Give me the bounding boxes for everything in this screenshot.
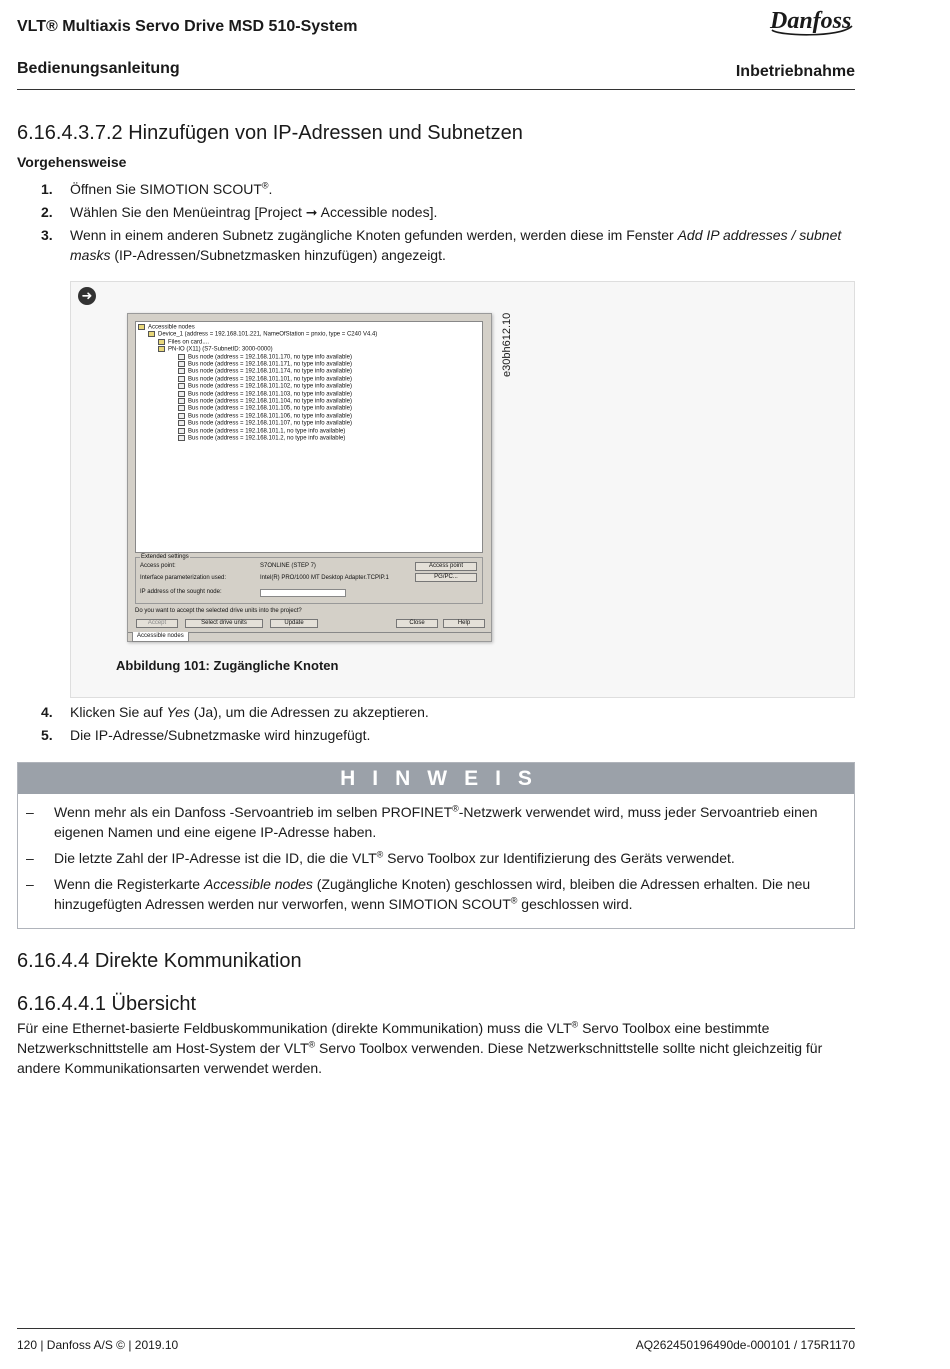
para-text-mid: Servo Toolbox eine bestimmte Netzwerkschnittstelle am Host-System der VLT (17, 1020, 770, 1056)
close-button[interactable]: Close (396, 619, 438, 628)
pg-pc-button[interactable]: PG/PC... (415, 573, 477, 582)
steps-list (17, 179, 855, 268)
subsection-heading-overview: 6.16.4.4.1 Übersicht (17, 993, 196, 1015)
para-text: Für eine Ethernet-basierte Feldbuskommunikation (direkte Kommunikation) muss die VLT (17, 1020, 572, 1036)
tree-node[interactable] (178, 361, 352, 368)
tree-node[interactable] (178, 420, 352, 427)
tree-node-label: Bus node (address = 192.168.101.2, no type info available) (188, 435, 346, 442)
tree-node-label: Files on card.... (168, 339, 210, 346)
tree-node[interactable] (158, 346, 273, 353)
step-number: 3. (41, 227, 53, 243)
list-item (17, 202, 855, 222)
update-button[interactable]: Update (270, 619, 318, 628)
interface-label: Interface parameterization used: (140, 575, 227, 581)
bus-node-icon (178, 368, 185, 374)
tree-node-label: Bus node (address = 192.168.101.1, no type info available) (188, 428, 346, 435)
tree-node[interactable] (178, 354, 352, 361)
tree-node-label: Bus node (address = 192.168.101.107, no type info available) (188, 420, 352, 427)
folder-icon (138, 324, 145, 330)
notice-text: Wenn mehr als ein Danfoss -Servoantrieb im selben PROFINET (54, 804, 453, 820)
step-text-end: (Ja), um die Adressen zu akzeptieren. (189, 704, 429, 720)
node-tree (135, 321, 483, 553)
registered-mark: ® (510, 895, 518, 906)
bus-node-icon (178, 361, 185, 367)
tree-node-label: Bus node (address = 192.168.101.105, no type info available) (188, 405, 352, 412)
bus-node-icon (178, 383, 185, 389)
overview-paragraph (17, 1018, 847, 1078)
window-name: Add IP addresses / subnet masks (70, 227, 842, 263)
tree-node-label: Bus node (address = 192.168.101.102, no type info available) (188, 383, 352, 390)
tree-node[interactable] (148, 331, 377, 338)
tab-accessible-nodes[interactable]: Accessible nodes (132, 632, 189, 642)
notice-text: Die letzte Zahl der IP-Adresse ist die ID, die die VLT (54, 850, 377, 866)
footer-rule (17, 1328, 855, 1329)
step-number: 2. (41, 204, 53, 220)
procedure-label: Vorgehensweise (17, 154, 127, 170)
tree-node-label: Bus node (address = 192.168.101.104, no type info available) (188, 398, 352, 405)
tree-node[interactable] (178, 398, 352, 405)
figure-caption: Abbildung 101: Zugängliche Knoten (116, 658, 339, 673)
tree-node[interactable] (178, 383, 352, 390)
bus-node-icon (178, 405, 185, 411)
bus-node-icon (178, 435, 185, 441)
list-item (18, 874, 854, 914)
extended-settings-group (135, 554, 483, 604)
step-number: 5. (41, 727, 53, 743)
step-text: Öffnen Sie SIMOTION SCOUT (70, 181, 262, 197)
yes-label: Yes (166, 704, 190, 720)
ip-address-label: IP address of the sought node: (140, 589, 222, 595)
dash-bullet: – (26, 876, 34, 892)
section-heading-add-ip: 6.16.4.3.7.2 Hinzufügen von IP-Adressen und Subnetzen (17, 122, 523, 144)
extended-settings-title: Extended settings (141, 554, 189, 560)
tree-node-label: Bus node (address = 192.168.101.171, no type info available) (188, 361, 352, 368)
bus-node-icon (178, 428, 185, 434)
folder-icon (158, 339, 165, 345)
tree-node[interactable] (178, 428, 345, 435)
tree-node[interactable] (138, 324, 195, 331)
folder-icon (158, 346, 165, 352)
bus-node-icon (178, 420, 185, 426)
access-point-value: S7ONLINE (STEP 7) (260, 563, 316, 569)
notice-title: HINWEIS (18, 763, 854, 794)
list-item (17, 225, 855, 265)
help-button[interactable]: Help (443, 619, 485, 628)
registered-mark: ® (261, 180, 269, 191)
tree-node-label: Bus node (address = 192.168.101.101, no type info available) (188, 376, 352, 383)
registered-mark: ® (308, 1039, 316, 1050)
tree-node[interactable] (158, 339, 209, 346)
notice-text-end: geschlossen wird. (517, 896, 633, 912)
list-item (18, 848, 854, 868)
step-text: Die IP-Adresse/Subnetzmaske wird hinzugefügt. (70, 727, 371, 743)
accept-question: Do you want to accept the selected drive units into the project? (135, 608, 302, 614)
tree-node-label: PN-IO (X11) (S7-SubnetID: 3000-0000) (168, 346, 273, 353)
step-number: 4. (41, 704, 53, 720)
tree-node[interactable] (178, 413, 352, 420)
list-item (17, 702, 855, 722)
step-number: 1. (41, 181, 53, 197)
tree-node-label: Accessible nodes (148, 324, 195, 331)
notice-text-end: -Netzwerk verwendet wird, muss jeder Servoantrieb einen eigenen Namen und eine eigene IP-Adresse haben. (54, 804, 818, 840)
header-doc-type: Bedienungsanleitung (17, 60, 180, 77)
section-heading-direct-communication: 6.16.4.4 Direkte Kommunikation (17, 950, 302, 972)
list-item (17, 179, 855, 199)
select-drive-units-button[interactable]: Select drive units (185, 619, 263, 628)
tree-node[interactable] (178, 368, 352, 375)
header-product-title: VLT® Multiaxis Servo Drive MSD 510-System (17, 18, 358, 35)
tree-node-label: Bus node (address = 192.168.101.174, no type info available) (188, 368, 352, 375)
step-text: Wählen Sie den Menüeintrag [Project ➞ Accessible nodes]. (70, 204, 438, 220)
figure-id: e30bh612.10 (501, 312, 513, 377)
step-text: Wenn in einem anderen Subnetz zugängliche Knoten gefunden werden, werden diese im Fenster (70, 227, 678, 243)
bus-node-icon (178, 376, 185, 382)
ip-address-input[interactable] (260, 589, 346, 597)
registered-mark: ® (452, 803, 459, 814)
header-rule (17, 89, 855, 90)
tree-node-label: Bus node (address = 192.168.101.106, no type info available) (188, 413, 352, 420)
notice-list (18, 802, 854, 914)
step-text: Klicken Sie auf (70, 704, 167, 720)
folder-icon (148, 331, 155, 337)
steps-list-continued (17, 702, 855, 748)
notice-text-mid: (Zugängliche Knoten) geschlossen wird, bleiben die Adressen erhalten. Die neu hinzugefügten Adressen werden nur verworfen, wenn SIMOTION SCOUT (54, 876, 811, 912)
access-point-label: Access point: (140, 563, 176, 569)
notice-text-end: Servo Toolbox zur Identifizierung des Geräts verwendet. (383, 850, 735, 866)
accept-button[interactable]: Accept (136, 619, 178, 628)
arrow-right-icon: ➜ (78, 287, 96, 305)
dash-bullet: – (26, 804, 34, 820)
bus-node-icon (178, 398, 185, 404)
tree-node[interactable] (178, 405, 352, 412)
access-point-button[interactable]: Access point (415, 562, 477, 571)
tree-node-label: Bus node (address = 192.168.101.103, no type info available) (188, 391, 352, 398)
header-chapter: Inbetriebnahme (735, 63, 855, 80)
tree-node[interactable] (178, 376, 352, 383)
bus-node-icon (178, 391, 185, 397)
figure-box (70, 281, 855, 698)
step-text-end: . (268, 181, 273, 197)
interface-value: Intel(R) PRO/1000 MT Desktop Adapter.TCPIP.1 (260, 575, 389, 581)
tab-bar (128, 632, 491, 643)
registered-mark: ® (571, 1019, 579, 1030)
bus-node-icon (178, 413, 185, 419)
notice-text: Wenn die Registerkarte (54, 876, 204, 892)
notice-box (17, 762, 855, 929)
danfoss-logo (768, 4, 856, 40)
tree-node[interactable] (178, 391, 352, 398)
tab-name: Accessible nodes (203, 876, 313, 892)
bus-node-icon (178, 354, 185, 360)
para-text-end: Servo Toolbox verwenden. Diese Netzwerkschnittstelle sollte nicht gleichzeitig für andere Kommunikationsarten verwendet werden. (17, 1040, 823, 1076)
tree-node-label: Device_1 (address = 192.168.101.221, NameOfStation = pnxio, type = C240 V4.4) (158, 331, 378, 338)
footer-doc-number: AQ262450196490de-000101 / 175R1170 (635, 1338, 855, 1352)
registered-mark: ® (376, 849, 384, 860)
list-item (18, 802, 854, 842)
accessible-nodes-screenshot (127, 313, 492, 642)
dash-bullet: – (26, 850, 34, 866)
footer-page-info: 120 | Danfoss A/S © | 2019.10 (17, 1338, 179, 1352)
tree-node[interactable] (178, 435, 345, 442)
step-text-end: (IP-Adressen/Subnetzmasken hinzufügen) angezeigt. (110, 247, 446, 263)
tree-node-label: Bus node (address = 192.168.101.170, no type info available) (188, 354, 352, 361)
logo-text: Danfoss (770, 8, 852, 34)
list-item (17, 725, 855, 745)
